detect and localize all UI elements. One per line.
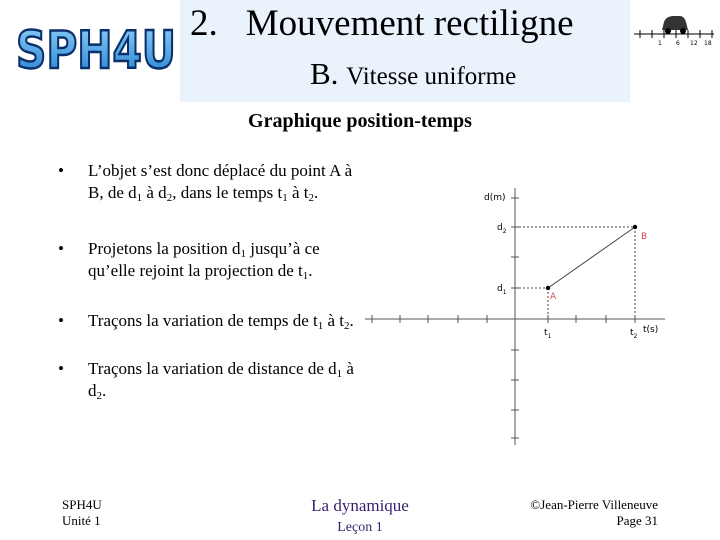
footer-topic-block bbox=[270, 496, 450, 536]
bullet-text: Projetons la position $d_1$ jusqu’à ce qu’elle rejoint la projection de $t_1$. bbox=[88, 239, 320, 282]
logo-text: SPH4U bbox=[16, 21, 176, 78]
car-scale-icon bbox=[632, 10, 716, 46]
position-line bbox=[548, 227, 635, 288]
scale-label-3: 12 bbox=[690, 40, 698, 46]
sph4u-logo bbox=[12, 18, 182, 78]
d2-label: $d_2$ bbox=[497, 223, 507, 235]
t2-label: $t_2$ bbox=[630, 328, 638, 340]
footer-author-block bbox=[530, 497, 658, 529]
footer-unit: Unité 1 bbox=[62, 513, 101, 528]
point-a bbox=[546, 286, 550, 290]
bullet-marker: • bbox=[58, 239, 64, 258]
x-axis-label: t(s) bbox=[643, 325, 659, 335]
subtitle-text: Vitesse uniforme bbox=[346, 63, 517, 90]
point-a-label: A bbox=[550, 292, 557, 302]
page-subtitle bbox=[310, 56, 516, 92]
position-time-graph bbox=[360, 180, 720, 450]
footer-lesson: Leçon 1 bbox=[337, 520, 383, 535]
bullet-text: L’objet s’est donc déplacé du point A à B, de $d_1$ à $d_2$, dans le temps $t_1$ à $t_2$. bbox=[88, 161, 353, 204]
bullet-marker: • bbox=[58, 359, 64, 378]
title-number: 2. bbox=[190, 3, 218, 44]
title-main-text: Mouvement rectiligne bbox=[245, 3, 574, 44]
projection-lines bbox=[515, 227, 635, 319]
bullet-text: Traçons la variation de distance de $d_1$ à $d_2$. bbox=[88, 359, 354, 402]
point-b-label: B bbox=[641, 232, 648, 242]
t1-label: $t_1$ bbox=[544, 328, 552, 340]
y-axis-label: d(m) bbox=[484, 193, 506, 203]
bullet-marker: • bbox=[58, 311, 64, 330]
d1-label: $d_1$ bbox=[497, 284, 507, 296]
scale-label-4: 18 bbox=[704, 40, 712, 46]
footer-author: ©Jean-Pierre Villeneuve bbox=[530, 497, 658, 512]
subtitle-letter: B. bbox=[310, 56, 339, 91]
bullet-text: Traçons la variation de temps de $t_1$ à $t_2$. bbox=[88, 311, 354, 332]
footer-course bbox=[62, 497, 102, 529]
point-b bbox=[633, 225, 637, 229]
slide-heading: Graphique position-temps bbox=[248, 110, 472, 132]
page-title bbox=[190, 2, 574, 45]
footer-course-code: SPH4U bbox=[62, 497, 102, 512]
scale-label-1: 1 bbox=[658, 40, 662, 46]
scale-label-2: 6 bbox=[676, 40, 680, 46]
bullet-marker: • bbox=[58, 161, 64, 180]
footer-topic: La dynamique bbox=[311, 496, 409, 515]
footer-page-number: Page 31 bbox=[616, 513, 658, 528]
